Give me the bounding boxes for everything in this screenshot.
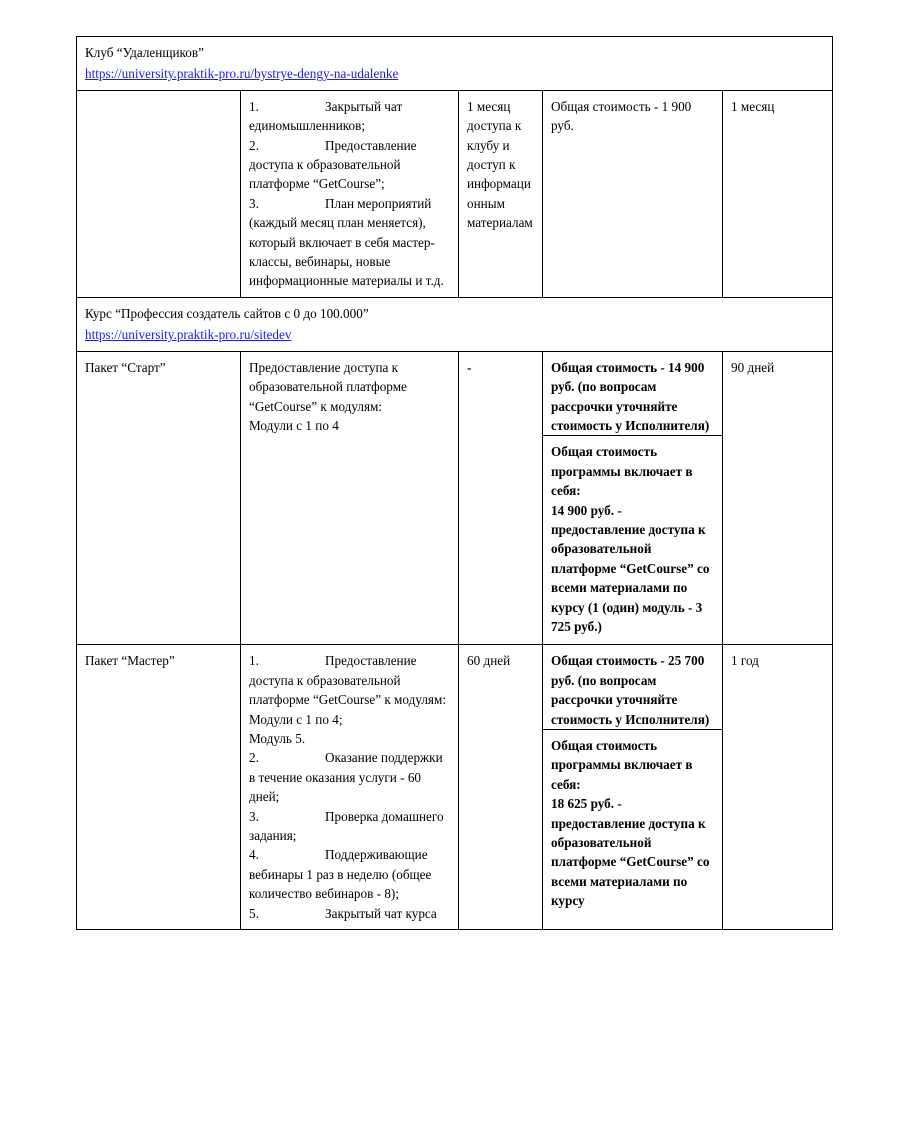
list-text: Закрытый чат курса [325, 905, 437, 921]
list-number: 3. [249, 808, 259, 824]
list-item [249, 748, 451, 806]
section-link[interactable]: https://university.praktik-pro.ru/sitedev [85, 327, 292, 343]
price-cell [543, 351, 723, 645]
package-name-cell [77, 90, 241, 297]
list-item [249, 729, 451, 748]
list-item [249, 136, 451, 194]
package-contents-cell [241, 645, 459, 930]
list-item [249, 194, 451, 291]
list-number: 4. [249, 847, 259, 863]
list-text: Модули с 1 по 4; [249, 711, 343, 727]
pricing-table [76, 36, 833, 930]
price-breakdown-block [543, 435, 722, 638]
list-number: 1. [249, 653, 259, 669]
breakdown-title: Общая стоимость программы включает в себя: [551, 444, 693, 499]
price-line: Общая стоимость - 14 900 руб. (по вопросам рассрочки уточняйте стоимость у Исполнителя) [551, 359, 710, 433]
list-item [249, 807, 451, 846]
package-contents-cell [241, 90, 459, 297]
term-cell: 90 дней [723, 351, 833, 645]
package-name-cell: Пакет “Старт” [77, 351, 241, 645]
list-item [249, 97, 451, 136]
list-text: План мероприятий (каждый месяц план меняется), который включает в себя мастер-классы, вебинары, новые информационные материалы и т.д. [249, 195, 444, 289]
table-body [77, 37, 833, 930]
price-cell [543, 90, 723, 297]
list-text: Модуль 5. [249, 731, 306, 746]
list-item [249, 710, 451, 729]
list-text: Закрытый чат единомышленников; [249, 98, 403, 134]
support-period-cell: 60 дней [459, 645, 543, 930]
list-number: 3. [249, 195, 259, 211]
table-row [77, 645, 833, 930]
list-text: Поддерживающие вебинары 1 раз в неделю (общее количество вебинаров - 8); [249, 847, 432, 902]
table-row [77, 90, 833, 297]
list-number: 5. [249, 905, 259, 921]
content-line: Предоставление доступа к образовательной платформе “GetCourse” к модулям: [249, 359, 407, 414]
section-header-club [77, 37, 833, 91]
table-row [77, 297, 833, 351]
list-number: 1. [249, 98, 259, 114]
list-text: Предоставление доступа к образовательной платформе “GetCourse” к модулям: [249, 653, 446, 708]
price-breakdown-block [543, 729, 722, 913]
price-line: Общая стоимость - 25 700 руб. (по вопросам рассрочки уточняйте стоимость у Исполнителя) [551, 653, 710, 727]
support-value: - [467, 359, 472, 375]
breakdown-title: Общая стоимость программы включает в себя: [551, 738, 693, 792]
support-period-cell [459, 351, 543, 645]
package-contents-cell [241, 351, 459, 645]
table-row [77, 351, 833, 645]
breakdown-line: 18 625 руб. - предоставление доступа к образовательной платформе “GetCourse” со всеми материалами по курсу [551, 796, 710, 909]
support-period-cell: 1 месяц доступа к клубу и доступ к информационным материалам [459, 90, 543, 297]
section-header-sitedev [77, 297, 833, 351]
list-text: Предоставление доступа к образовательной платформе “GetCourse”; [249, 137, 417, 192]
section-link[interactable]: https://university.praktik-pro.ru/bystrye-dengy-na-udalenke [85, 66, 399, 82]
section-title: Клуб “Удаленщиков” [85, 45, 204, 60]
list-text: Оказание поддержки в течение оказания услуги - 60 дней; [249, 750, 443, 805]
list-item [249, 651, 451, 709]
list-item [249, 904, 451, 923]
section-title: Курс “Профессия создатель сайтов с 0 до 100.000” [85, 305, 369, 321]
package-name-cell: Пакет “Мастер” [77, 645, 241, 930]
price-cell [543, 645, 723, 930]
list-number: 2. [249, 750, 259, 766]
price-line: Общая стоимость - 1 900 руб. [551, 98, 692, 134]
content-line: Модули с 1 по 4 [249, 417, 339, 433]
breakdown-line: 14 900 руб. - предоставление доступа к образовательной платформе “GetCourse” со всеми материалами по курсу (1 (один) модуль - 3 725 руб.) [551, 502, 710, 634]
list-item [249, 845, 451, 903]
list-text: Проверка домашнего задания; [249, 808, 444, 844]
term-cell: 1 год [723, 645, 833, 930]
term-cell: 1 месяц [723, 90, 833, 297]
list-number: 2. [249, 137, 259, 153]
table-row [77, 37, 833, 91]
